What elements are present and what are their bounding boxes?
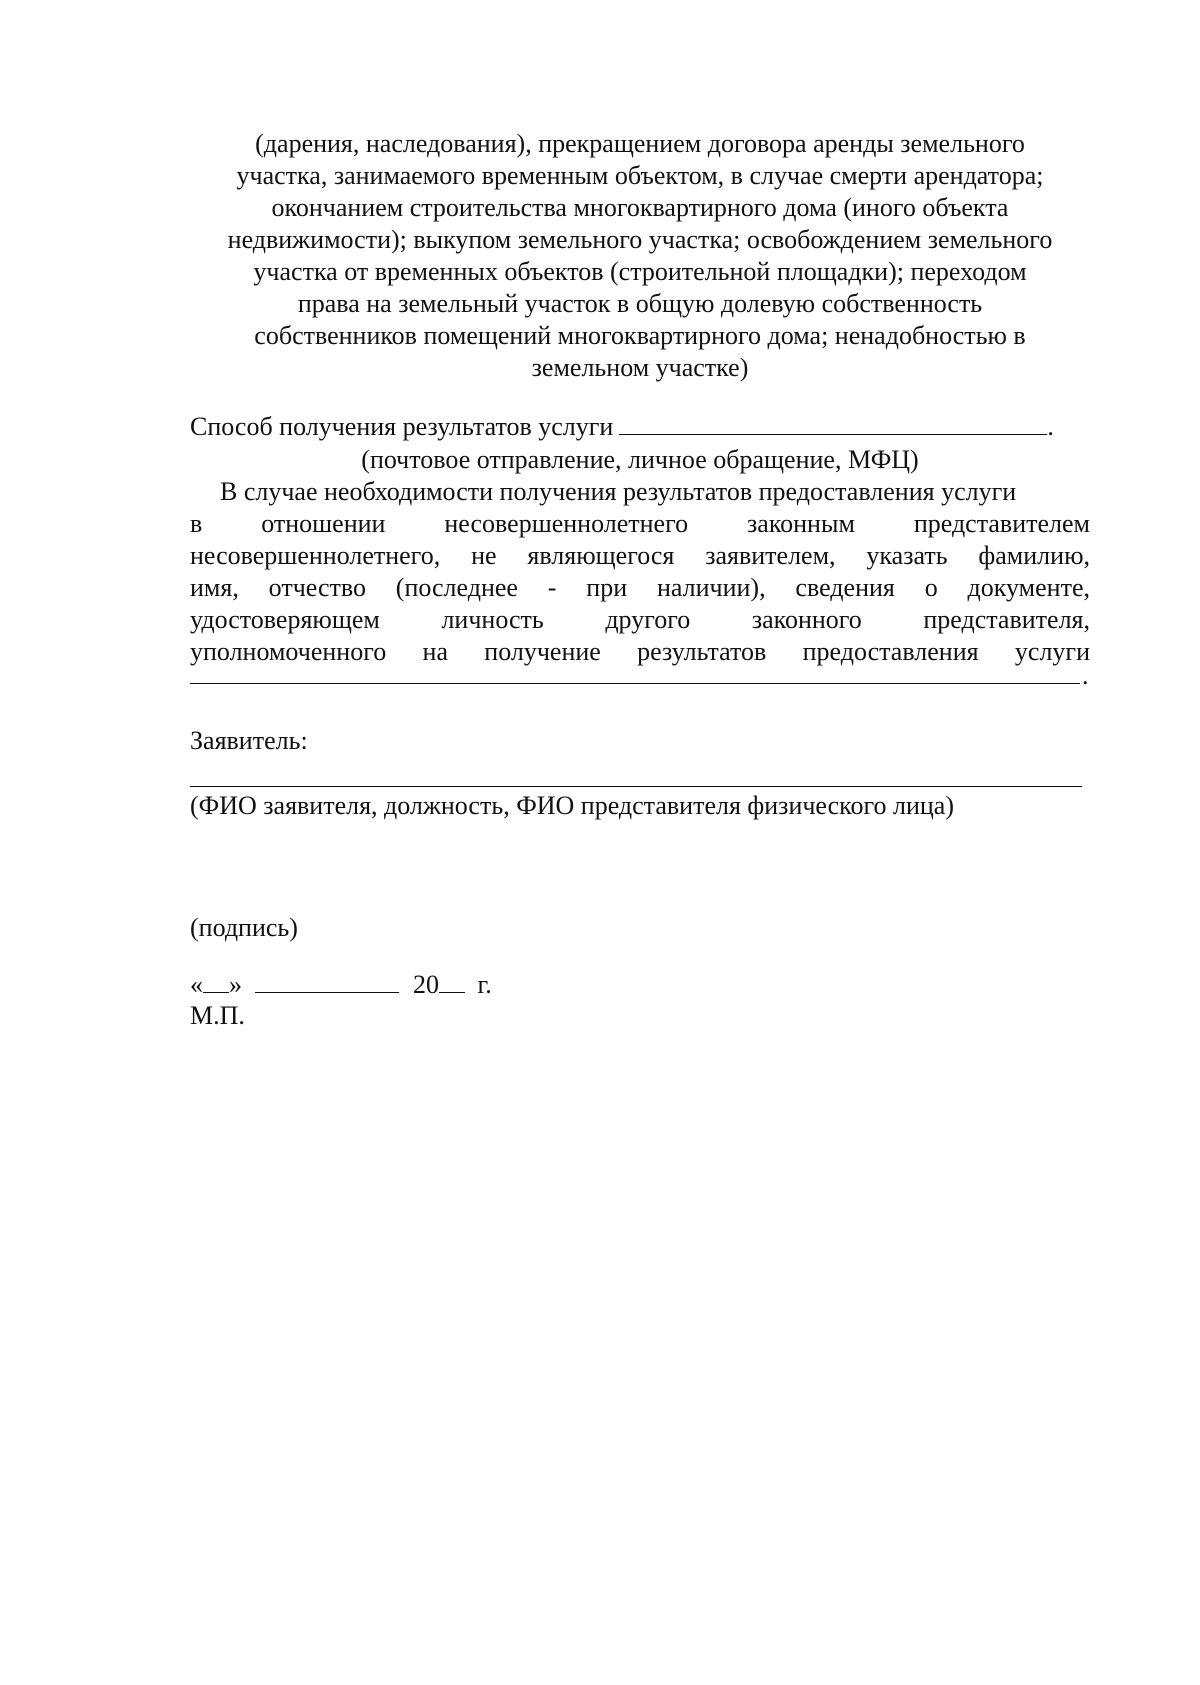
- intro-line: (дарения, наследования), прекращением договора аренды земельного: [255, 129, 1025, 158]
- date-year-suffix: г.: [477, 970, 492, 999]
- date-year-prefix: 20: [413, 970, 439, 999]
- representative-details-field[interactable]: [190, 682, 1080, 684]
- date-open-quote: «: [190, 970, 203, 999]
- intro-line: собственников помещений многоквартирного дома; ненадобностью в: [254, 321, 1026, 350]
- result-method-label: Способ получения результатов услуги: [190, 412, 614, 441]
- date-year-field[interactable]: [439, 968, 465, 993]
- result-method-row: [190, 410, 1090, 443]
- paragraph-line: в отношении несовершеннолетнего законным представителем: [190, 509, 1090, 538]
- result-method-field[interactable]: [619, 410, 1047, 435]
- intro-line: недвижимости); выкупом земельного участка; освобождением земельного: [227, 225, 1053, 254]
- paragraph-line: удостоверяющем личность другого законного представителя,: [190, 605, 1090, 634]
- date-row: [190, 968, 492, 1001]
- applicant-hint: (ФИО заявителя, должность, ФИО представителя физического лица): [190, 791, 954, 820]
- date-close-quote: »: [229, 970, 242, 999]
- paragraph-line: несовершеннолетнего, не являющегося заявителем, указать фамилию,: [190, 541, 1090, 570]
- applicant-label: Заявитель:: [190, 726, 308, 755]
- intro-line: участка, занимаемого временным объектом, в случае смерти арендатора;: [236, 161, 1044, 190]
- date-month-field[interactable]: [255, 968, 399, 993]
- intro-line: земельном участке): [531, 353, 749, 382]
- intro-line: участка от временных объектов (строительной площадки); переходом: [253, 257, 1027, 286]
- intro-line: права на земельный участок в общую долевую собственность: [297, 289, 983, 318]
- result-method-hint: (почтовое отправление, личное обращение, МФЦ): [361, 445, 919, 474]
- result-method-end-mark: .: [1047, 412, 1054, 441]
- representative-details-end-mark: .: [1082, 661, 1089, 690]
- intro-line: окончанием строительства многоквартирного дома (иного объекта: [271, 193, 1009, 222]
- representative-paragraph: [190, 476, 1090, 668]
- applicant-name-field[interactable]: [190, 785, 1082, 787]
- signature-hint: (подпись): [190, 913, 298, 942]
- paragraph-line: уполномоченного на получение результатов предоставления услуги: [190, 637, 1090, 666]
- intro-text: [190, 128, 1090, 384]
- paragraph-line: В случае необходимости получения результатов предоставления услуги: [220, 477, 1017, 506]
- paragraph-line: имя, отчество (последнее - при наличии), сведения о документе,: [190, 573, 1090, 602]
- date-day-field[interactable]: [203, 968, 229, 993]
- stamp-label: М.П.: [190, 1001, 245, 1030]
